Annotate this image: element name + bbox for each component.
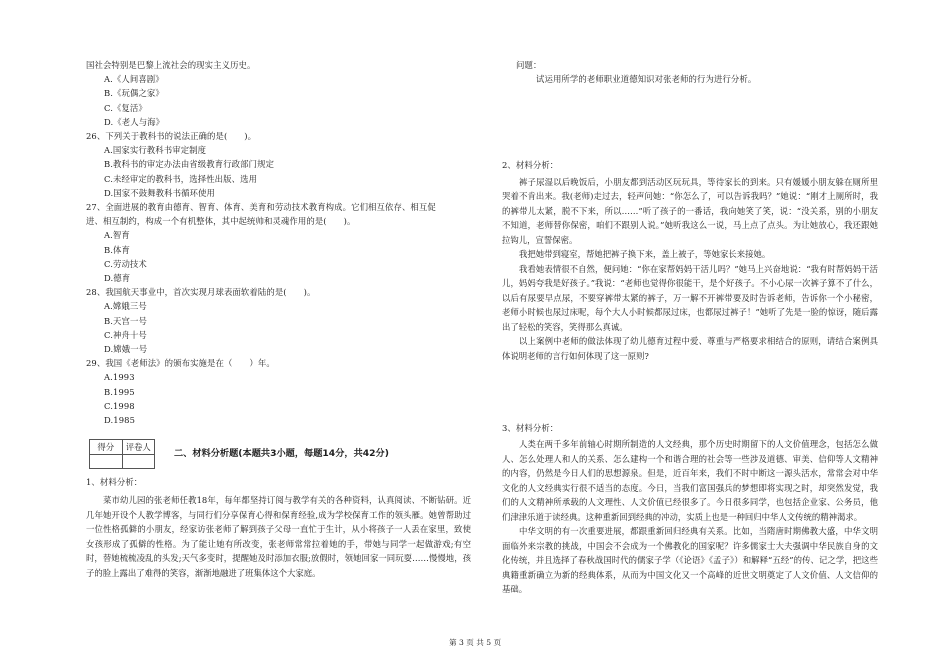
q26-option-d: D.国家不鼓舞教科书循环使用 xyxy=(104,187,215,198)
section-title: 二、材料分析题(本题共3小题，每题14分，共42分) xyxy=(174,448,389,460)
left-column xyxy=(86,58,471,580)
q28-option-c: C.神舟十号 xyxy=(104,329,147,340)
continued-text: 国社会特别是巴黎上流社会的现实主义历史。 xyxy=(86,60,256,70)
grader-label: 评卷人 xyxy=(125,442,151,453)
score-label: 得分 xyxy=(90,440,123,454)
q27-stem-line-1: 27、全面进展的教育由德育、智育、体育、美育和劳动技术教育构成。它们相互依存、相互促 xyxy=(86,202,436,213)
material-2-paragraph-2: 我把她带到寝室，帮她把裤子换下来，盖上被子，等她家长来接她。 xyxy=(519,249,771,260)
q27-option-d: D.德育 xyxy=(104,273,131,284)
q29-option-b: B.1995 xyxy=(104,386,135,397)
material-1-question: 试运用所学的老师职业道德知识对张老师的行为进行分析。 xyxy=(536,74,757,85)
q26-option-a: A.国家实行教科书审定制度 xyxy=(104,145,207,156)
material-3-heading: 3、材料分析： xyxy=(502,423,559,434)
material-3-paragraph-2: 中华文明的有一次重要进展，都跟重新回归经典有关系。比如，当隋唐时期佛教大盛，中华文明面临外来宗教的挑战，中国会不会成为一个佛教化的国家呢？许多儒家士大夫强调中华民族自身的文化传统，并且选择了春秋战国时代的儒家子学（《论语》《孟子》）和解释“五经”的传、记之学，把这些典籍重新确立为新的经典体系，从而为中国文化又一个高峰的近世文明奠定了人文价值、人文信仰的基础。 xyxy=(502,526,878,595)
q27-stem-line-2: 进、相互制约，构成一个有机整体，其中起统帅和灵魂作用的是( )。 xyxy=(86,216,356,227)
q27-option-a: A.智育 xyxy=(104,230,130,241)
q29-stem: 29、我国《老师法》的颁布实施是在（ ）年。 xyxy=(86,358,275,369)
material-2-paragraph-3: 我看她表情很不自然，便问她：“你在家帮妈妈干活儿吗？”她马上兴奋地说：“我有时帮妈妈干活儿，妈妈夸我是好孩子。”我说：“老师也觉得你很能干，是个好孩子。不小心尿一次裤子算不了什么，以后有尿要早点尿，不要穿裤带太紧的裤子，万一解不开裤带要及时告诉老师，告诉你一个小秘密，老师小时候也尿过床呢，每个大人小时候都尿过床，也都尿过裤子！”她听了先是一脸的惊讶，随后露出了轻松的笑容，笑得那么真诚。 xyxy=(502,263,878,332)
q26-stem: 26、下列关于教科书的说法正确的是( )。 xyxy=(86,131,257,142)
q26-option-b: B.教科书的审定办法由省级教育行政部门规定 xyxy=(104,159,275,170)
material-2-paragraph-4: 以上案例中老师的做法体现了幼儿德育过程中爱、尊重与严格要求相结合的原则，请结合案例具体说明老师的言行如何体现了这一原则? xyxy=(502,336,878,361)
q29-option-d: D.1985 xyxy=(104,415,135,426)
section-header xyxy=(86,439,471,469)
q25-option-b: B.《玩偶之家》 xyxy=(104,88,164,99)
q29-option-a: A.1993 xyxy=(104,372,135,383)
q25-option-c: C.《复活》 xyxy=(104,102,147,113)
q28-option-a: A.嫦娥三号 xyxy=(104,301,147,312)
material-2-paragraph-1: 裤子尿湿以后晚饭后，小朋友都到活动区玩玩具，等待家长的到来。只有媛媛小朋友躲在厕所里哭着不肯出来。我(老师)走过去，轻声问她：“你怎么了，可以告诉我吗？”她说：“刚才上厕所时，我的裤带儿太紧，脱不下来，所以……”听了孩子的一番话，我向她笑了笑，说：“没关系，别的小朋友不知道，老师替你保密，咱们不跟别人说。”她听我这么一说，马上点了点头。为让她放心，我还跟她拉钩儿，宣誓保密。 xyxy=(502,176,878,245)
material-1-text: 菜市幼儿园的张老师任教18年，每年都坚持订阅与教学有关的各种资料，认真阅读、不断钻研。近几年她开设个人教学博客，与同行们分享保育心得和保育经验,成为学校保育工作的领头雁。她曾帮助过一位性格孤僻的小朋友，经家访张老师了解到孩子父母一直忙于生计，从小将孩子一人丢在家里，致使女孩形成了孤僻的性格。为了能让她有所改变，张老师常常拉着她的手，带她与同学一起做游戏;有空时，替她梳梳凌乱的头发;天气多变时，提醒她及时添加衣服;放假时，领她回家一同玩耍……慢慢地，孩子的脸上露出了难得的笑容，渐渐地融进了班集体这个大家庭。 xyxy=(86,495,471,578)
q28-stem: 28、我国航天事业中，首次实现月球表面软着陆的是( )。 xyxy=(86,287,316,298)
page-footer: 第 3 页 共 5 页 xyxy=(448,638,502,647)
q29-option-c: C.1998 xyxy=(104,400,135,411)
q27-option-c: C.劳动技术 xyxy=(104,258,147,269)
q26-option-c: C.未经审定的教科书，选择性出版、选用 xyxy=(104,173,258,184)
q28-option-b: B.天宫一号 xyxy=(104,315,147,326)
material-3-paragraph-1: 人类在两千多年前轴心时期所制造的人文经典，那个历史时期留下的人文价值理念，包括怎么做人、怎么处理人和人的关系、怎么建构一个和谐合理的社会等一些涉及道德、审美、信仰等人文精神的内容，仍然是今日人们的思想源泉。但是，近百年来，我们不时中断这一源头活水，常常会对中华文化的人文经典实行很不适当的态度。今日，当我们富国强兵的梦想即将实现之时，却突然发觉，我们的人文精神所承载的人文理性、人文价值已经很多了。今日很多同学，也包括企业家、公务员，他们津津乐道于读经典。这种重新回到经典的冲动，实质上也是一种回归中华人文传统的精神渴求。 xyxy=(502,439,878,522)
score-box xyxy=(89,439,155,455)
score-box-blank-row xyxy=(89,454,155,469)
material-1-heading: 1、材料分析： xyxy=(86,477,143,488)
right-column xyxy=(502,58,878,597)
q27-option-b: B.体育 xyxy=(104,244,130,255)
material-2-heading: 2、材料分析： xyxy=(502,160,559,171)
question-label: 问题： xyxy=(516,60,542,70)
q28-option-d: D.嫦娥一号 xyxy=(104,344,148,355)
q25-option-a: A.《人间喜剧》 xyxy=(104,74,164,85)
q25-option-d: D.《老人与海》 xyxy=(104,116,165,127)
